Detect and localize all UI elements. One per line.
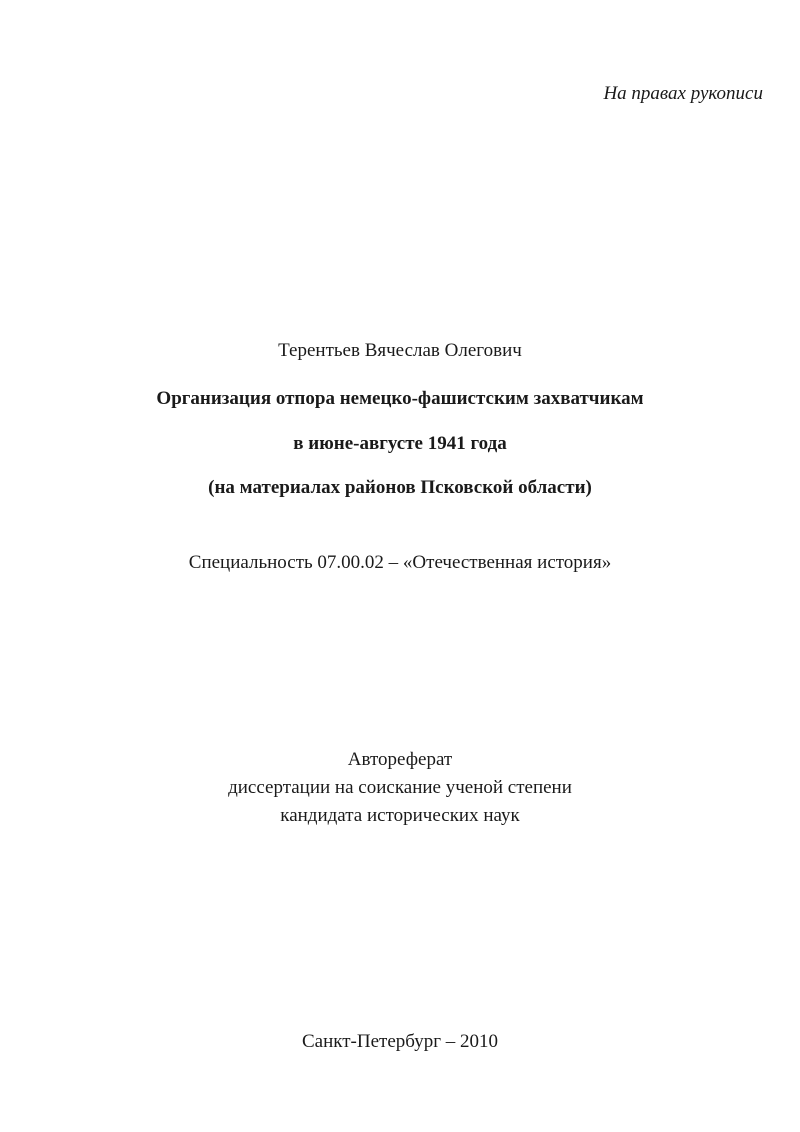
author-name: Терентьев Вячеслав Олегович [278,340,522,361]
rights-note: На правах рукописи [603,83,763,104]
title-line-2: в июне-августе 1941 года [293,433,507,454]
abstract-label: Автореферат [347,749,453,770]
title-line-3: (на материалах районов Псковской области) [208,477,592,498]
title-line-1: Организация отпора немецко-фашистским захватчикам [156,388,644,409]
degree-field-line: кандидата исторических наук [280,805,520,826]
place-year: Санкт-Петербург – 2010 [301,1031,498,1052]
specialty-line: Специальность 07.00.02 – «Отечественная история» [188,552,612,573]
degree-line: диссертации на соискание ученой степени [228,777,572,798]
